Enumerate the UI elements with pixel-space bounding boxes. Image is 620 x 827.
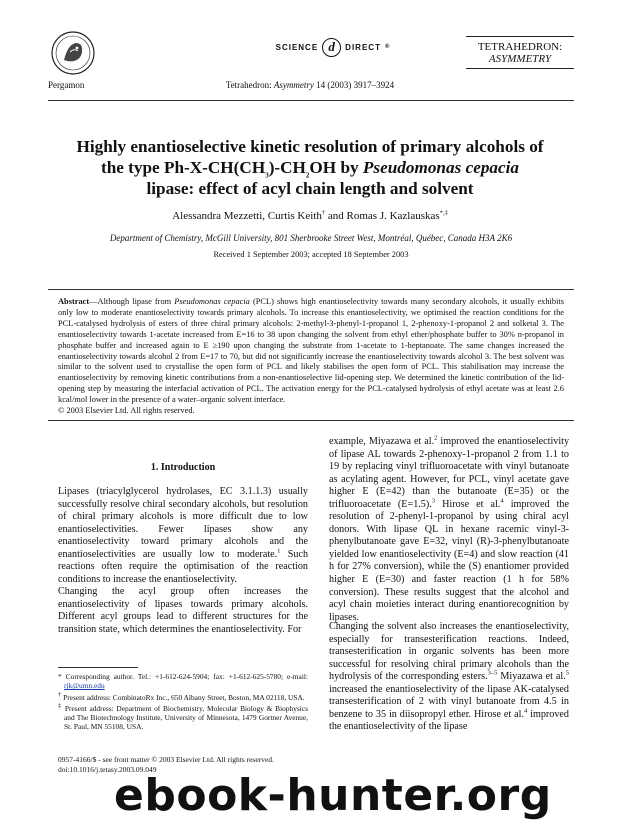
header-rule [48,100,574,101]
elsevier-tree-icon [50,30,96,76]
footnote-present-2 [58,704,308,732]
para-text: Lipases (triacylglycerol hydrolases, EC 3.1.1.3) usually successfully resolve chiral secondary alcohols, but resolution of chiral primary alcohols is more difficult due to low enantioselectivities. Fewer lipases show any enantioselectivity toward primary alcohols and the enantioselectivities are usually low to moderate. [58,486,308,560]
footnote-mark: ‡ [58,702,63,710]
para-text: improved the enantioselectivity of the lipase [329,708,569,733]
issn-line: 0957-4166/$ - see front matter © 2003 Elsevier Ltd. All rights reserved. [58,755,274,764]
para-text: example, Miyazawa et al. [329,436,435,447]
para-text: increased the enantioselectivity of the lipase AK-catalysed transesterification of 2 with vinyl butanoate from 4.5 in benzene to 35 in diisopropyl ether. Hirose et al. [329,683,569,720]
email-link[interactable]: rjk@umn.edu [64,681,105,691]
sciencedirect-logo [258,38,408,56]
abstract-label: Abstract [58,297,90,306]
author-mark: *,‡ [439,209,448,217]
para-text: Changing the solvent also increases the enantioselectivity, especially for transesterification reactions. Indeed, transesterification in organic solvents has been more successful for resolving chiral primary alcohols than the hydrolysis of the corresponding esters. [329,621,569,683]
right-column-para-2 [329,621,569,734]
footnote-present-1 [58,693,308,702]
title-species: Pseudomonas cepacia [362,158,520,177]
footnotes [58,672,308,734]
author-mark: † [321,209,326,217]
title-part: )-CH [268,158,306,177]
section-heading: 1. Introduction [150,462,216,473]
publisher-logo [50,30,96,76]
para-text: Such reactions often require the optimisation of the reaction conditions to increase the enantioselectivity. [58,548,309,585]
para-text: improved the resolution of 2-phenyl-1-propanol by using chiral acyl donors. With lipase QL in hexane racemic vinyl-3-phenylbutanoate gave E=32, vinyl (R)-3-phenylbutanoate yielded low enantioselectivity (E=4) and slow reaction (41 h for 27% conversion), while the (S) enantiomer provided higher E (E=30) and faster reaction (1 h for 58% conversion). These results suggest that the alcohol and acyl chain moieties interact during enantiorecognition by lipases. [329,498,569,623]
para-text: improved the enantioselectivity of lipase AL towards 2-phenoxy-1-propanol 2 from 1.1 to 19 by replacing vinyl trifluoroacetate with vinyl butanoate as acylating agent. However, for PCL, vinyl acetate gave higher E (E=42) than the butanoate (E=35) or the trifluoroacetate (E=1.5). [329,436,570,510]
para-text: Miyazawa et al. [497,671,566,683]
footnote-mark: † [58,691,62,699]
authors-part: Alessandra Mezzetti, Curtis Keith [172,210,322,222]
abstract-top-rule [48,289,574,290]
citation-ref: 3 [431,497,435,505]
title-line-3: lipase: effect of acyl chain length and solvent [146,179,474,198]
journal-name-box [466,36,574,69]
citation-ref: 5 [565,669,569,677]
sd-logo-mark-icon: d [322,38,341,57]
abstract-text: (PCL) shows high enantioselectivity towards many secondary alcohols, it usually exhibits only low to moderate enantioselectivity towards primary alcohols. To increase this enantioselectivity, we optimised the reaction conditions for the PCL-catalysed hydrolysis of esters of three chiral primary alcohols: 2-methyl-3-phenyl-1-propanol 1, 2-phenoxy-1-propanol 2 and solketal 3. The enantioselectivity towards 1-acetate increased from E=16 to 38 upon changing the solvent from ethyl ether/phosphate buffer to 30% n-propanol in phosphate buffer and increased again to E ≥190 upon changing the substrate from 1-acetate to 1-heptanoate. The same changes increased the enantioselectivity towards alcohol 2 from E=17 to 70, but did not significantly increase the enantioselectivity towards alcohol 3. The best solvent was similar to the solvent used to crystallise the open form of PCL and likely stabilises the open form of PCL. This stabilisation may increase the enantioselectivity by removing kinetic contributions from a non-enantioselective lid-opening step. We determined the kinetic contribution of the lid-opening step by measuring the interfacial activation of PCL. The activation energy for the PCL-catalysed hydrolysis of ethyl acetate was at least 2.6 kcal/mol lower in the presence of a water–organic solvent interface. [58,297,564,405]
left-column-para-1 [58,486,308,586]
citation-ref: 3–5 [487,669,498,677]
citation-journal: Asymmetry [273,80,314,90]
received-dates: Received 1 September 2003; accepted 18 September 2003 [213,250,409,259]
left-column-para-2: Changing the acyl group often increases the enantioselectivity of lipases towards primary alcohols. Different acyl groups lead to different structures for the transition state, which determines the enantioselectivity. For [58,586,308,635]
citation-suffix: 14 (2003) 3917–3924 [313,80,395,90]
citation-ref: 4 [500,497,504,505]
citation-ref: 4 [524,707,528,715]
article-title [60,136,560,199]
title-subscript: 2 [305,171,310,180]
watermark-text: ebook-hunter.org [114,770,552,821]
sd-logo-tm: ® [384,44,391,50]
abstract-copyright: © 2003 Elsevier Ltd. All rights reserved. [58,406,195,416]
journal-line-1: TETRAHEDRON: [477,41,563,53]
affiliation: Department of Chemistry, McGill University, 801 Sherbrooke Street West, Montréal, Québec, Canada H3A 2K6 [109,233,513,243]
abstract-species: Pseudomonas cepacia [174,297,250,306]
footnote-text: Present address: Department of Biochemistry, Molecular Biology & Biophysics and The Biotechnology Institute, University of Minnesota, 1479 Gortner Avenue, St. Paul, MN 55108, USA. [62,703,309,732]
doi-line: doi:10.1016/j.tetasy.2003.09.049 [58,765,157,774]
footnote-mark: * [58,672,62,681]
abstract-bottom-rule [48,420,574,421]
title-subscript: 3 [265,171,269,180]
para-text: Hirose et al. [435,498,501,510]
footnote-text: Present address: CombinatoRx Inc., 650 Albany Street, Boston, MA 02118, USA. [61,692,305,702]
right-column-para-1 [329,436,569,624]
author-list [60,210,560,222]
sd-logo-left: SCIENCE [275,42,319,52]
footnote-text: Corresponding author. Tel.: +1-612-624-5904; fax: +1-612-625-5780; e-mail: [61,672,308,681]
publisher-name: Pergamon [48,80,85,90]
title-part: OH by [309,158,363,177]
footnote-rule [58,667,138,668]
authors-part: and Romas J. Kazlauskas [325,210,440,222]
journal-line-2: ASYMMETRY [488,53,552,65]
sd-logo-right: DIRECT [345,42,381,52]
citation-ref: 1 [277,547,281,555]
footnote-corresponding [58,672,308,691]
citation-ref: 2 [434,434,438,442]
title-part: the type Ph-X-CH(CH [100,158,266,177]
title-line-2 [60,157,560,178]
title-line-1: Highly enantioselective kinetic resolution of primary alcohols of [76,137,544,156]
citation-prefix: Tetrahedron: [225,80,274,90]
journal-citation [190,80,430,90]
abstract [58,297,564,417]
abstract-text: —Although lipase from [89,297,175,306]
